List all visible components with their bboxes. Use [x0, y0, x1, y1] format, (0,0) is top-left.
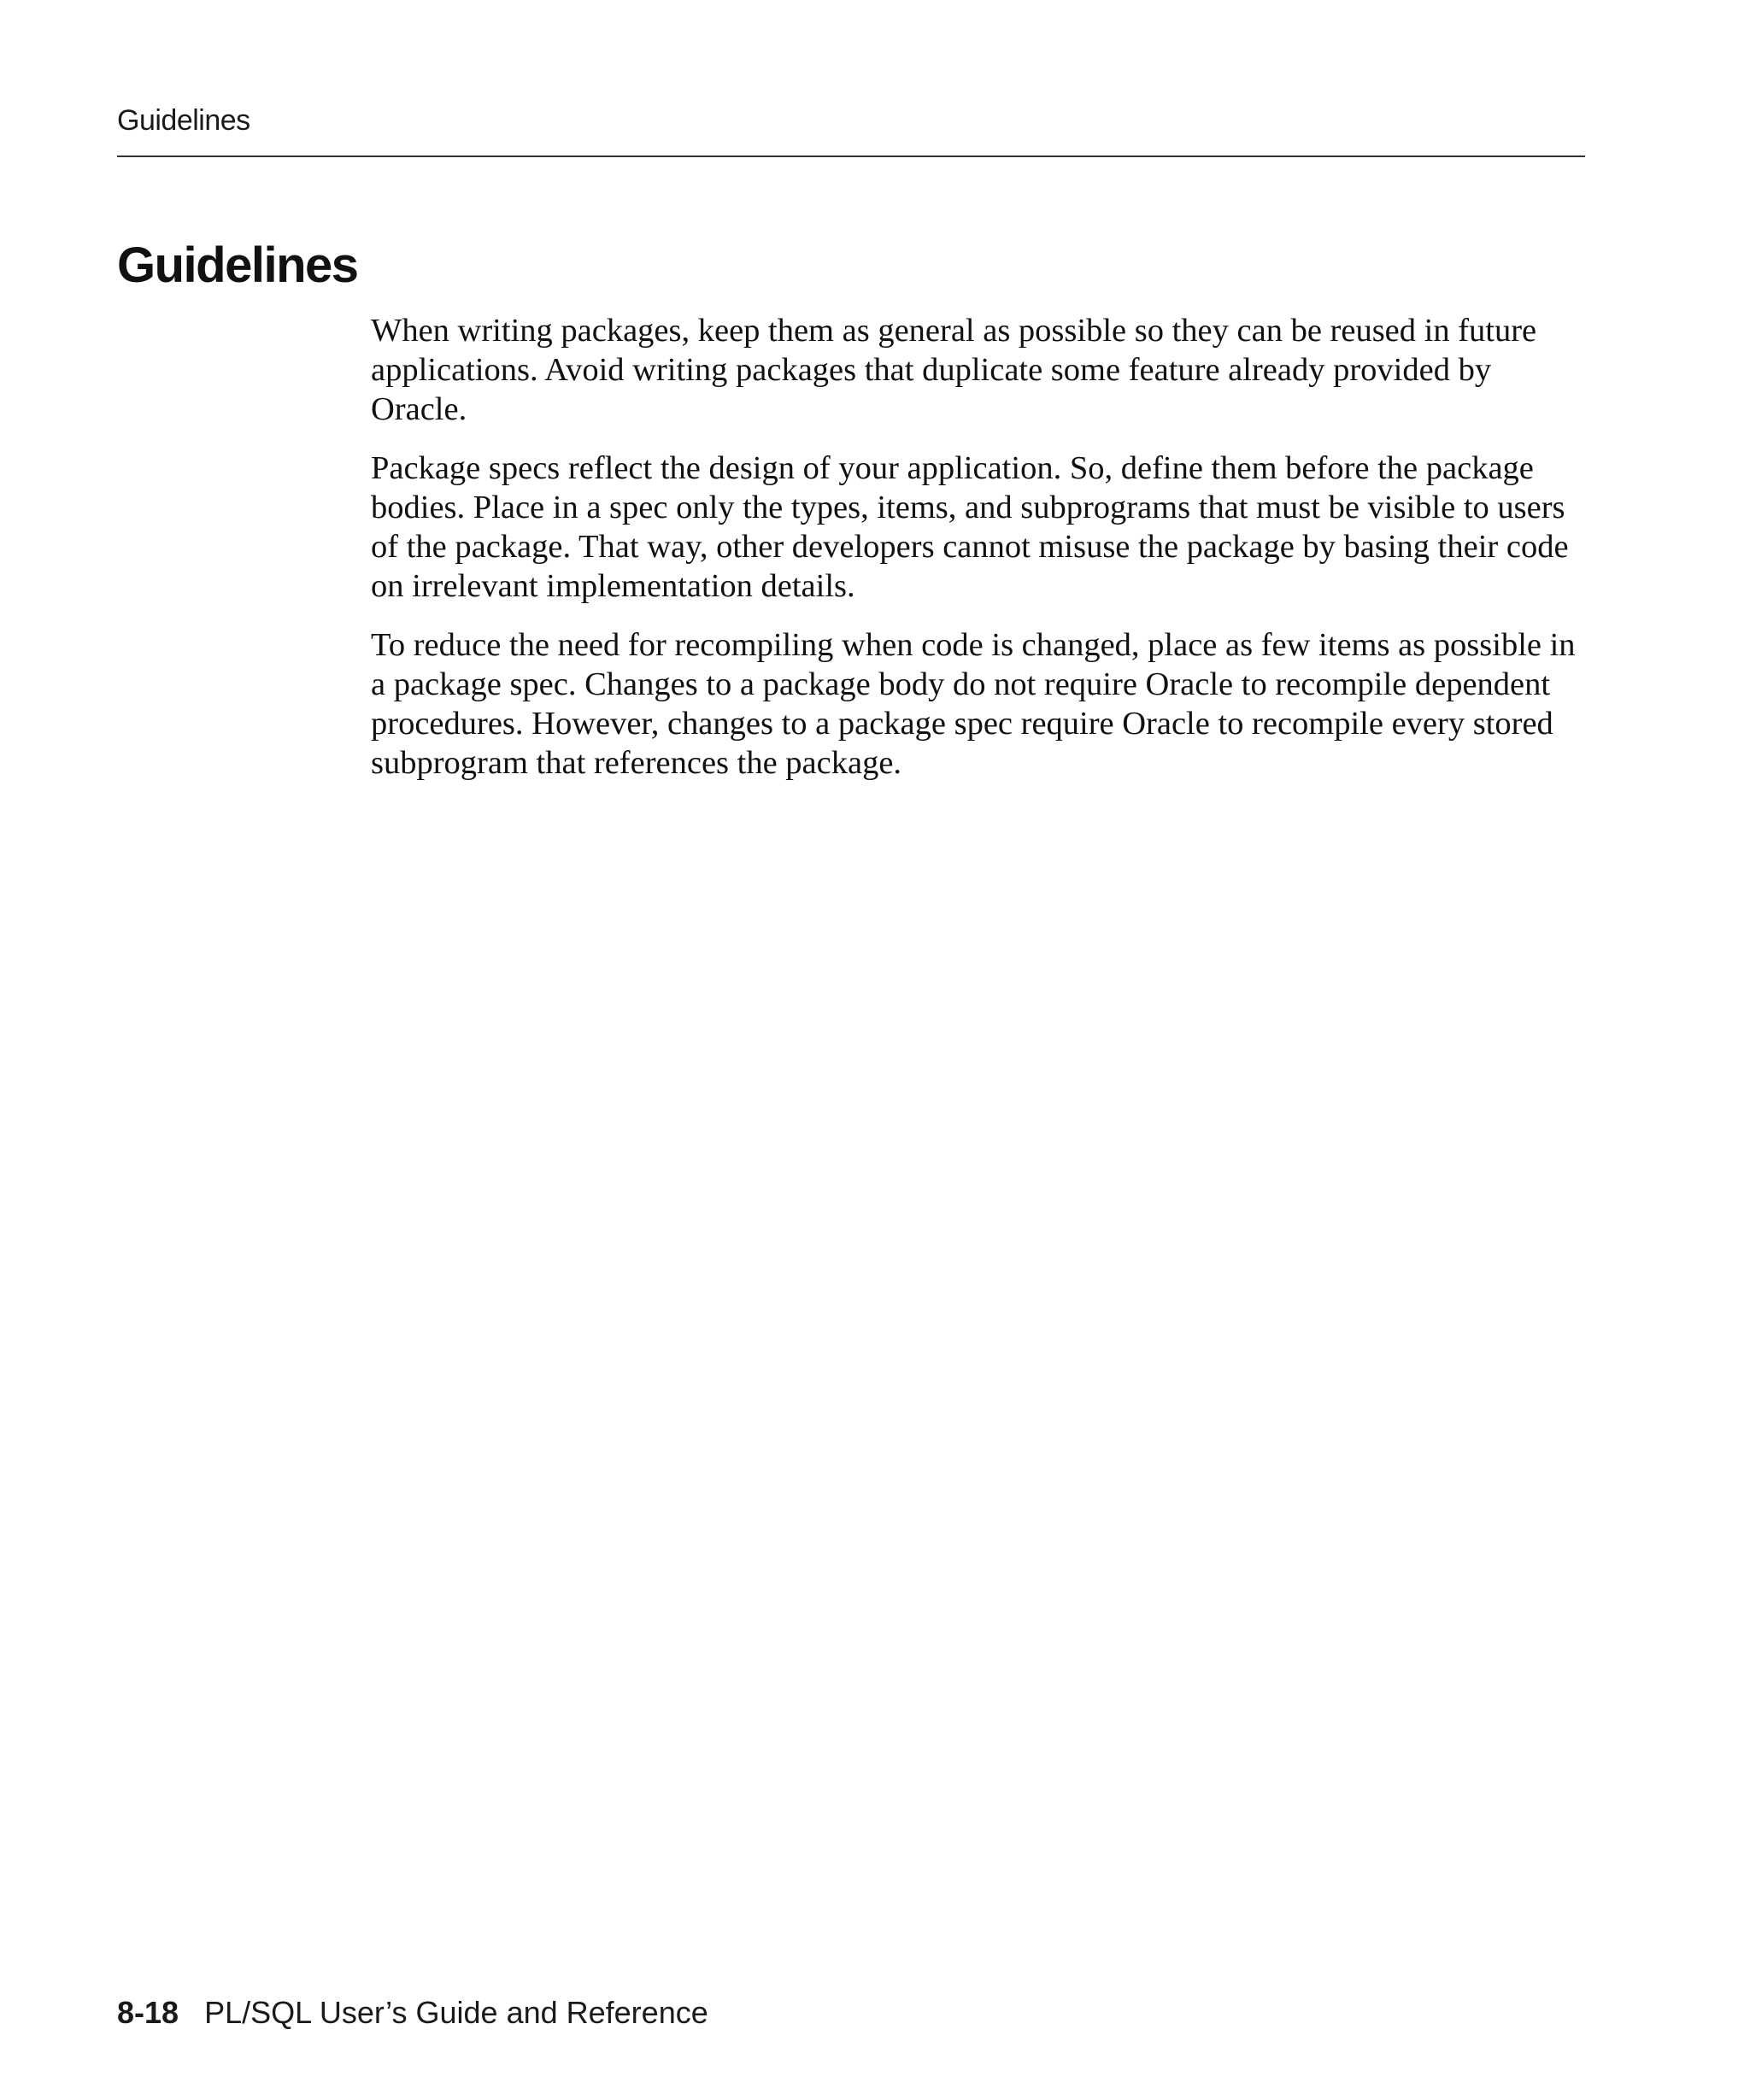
paragraph-1: When writing packages, keep them as general as possible so they can be reused in future applications. Avoid writing packages that duplicate some feature already provided by Oracle.: [371, 313, 1537, 427]
paragraph-2: Package specs reflect the design of your application. So, define them before the package bodies. Place in a spec only the types, items, and subprograms that must be visible to users of the package. That way, other developers cannot misuse the package by basing their code on irrelevant implementation details.: [371, 450, 1569, 604]
page-number: 8-18: [117, 1995, 179, 2030]
book-title: PL/SQL User’s Guide and Reference: [204, 1995, 708, 2030]
body-text: [371, 311, 1584, 802]
running-header: Guidelines: [117, 104, 250, 137]
section-title: Guidelines: [117, 238, 358, 293]
paragraph-3: To reduce the need for recompiling when code is changed, place as few items as possible in a package spec. Changes to a package body do not require Oracle to recompile dependent procedures. However, changes to a package spec require Oracle to recompile every stored subprogram that references the package.: [371, 627, 1576, 781]
page-footer: [117, 1997, 708, 2028]
header-rule: [117, 155, 1585, 157]
